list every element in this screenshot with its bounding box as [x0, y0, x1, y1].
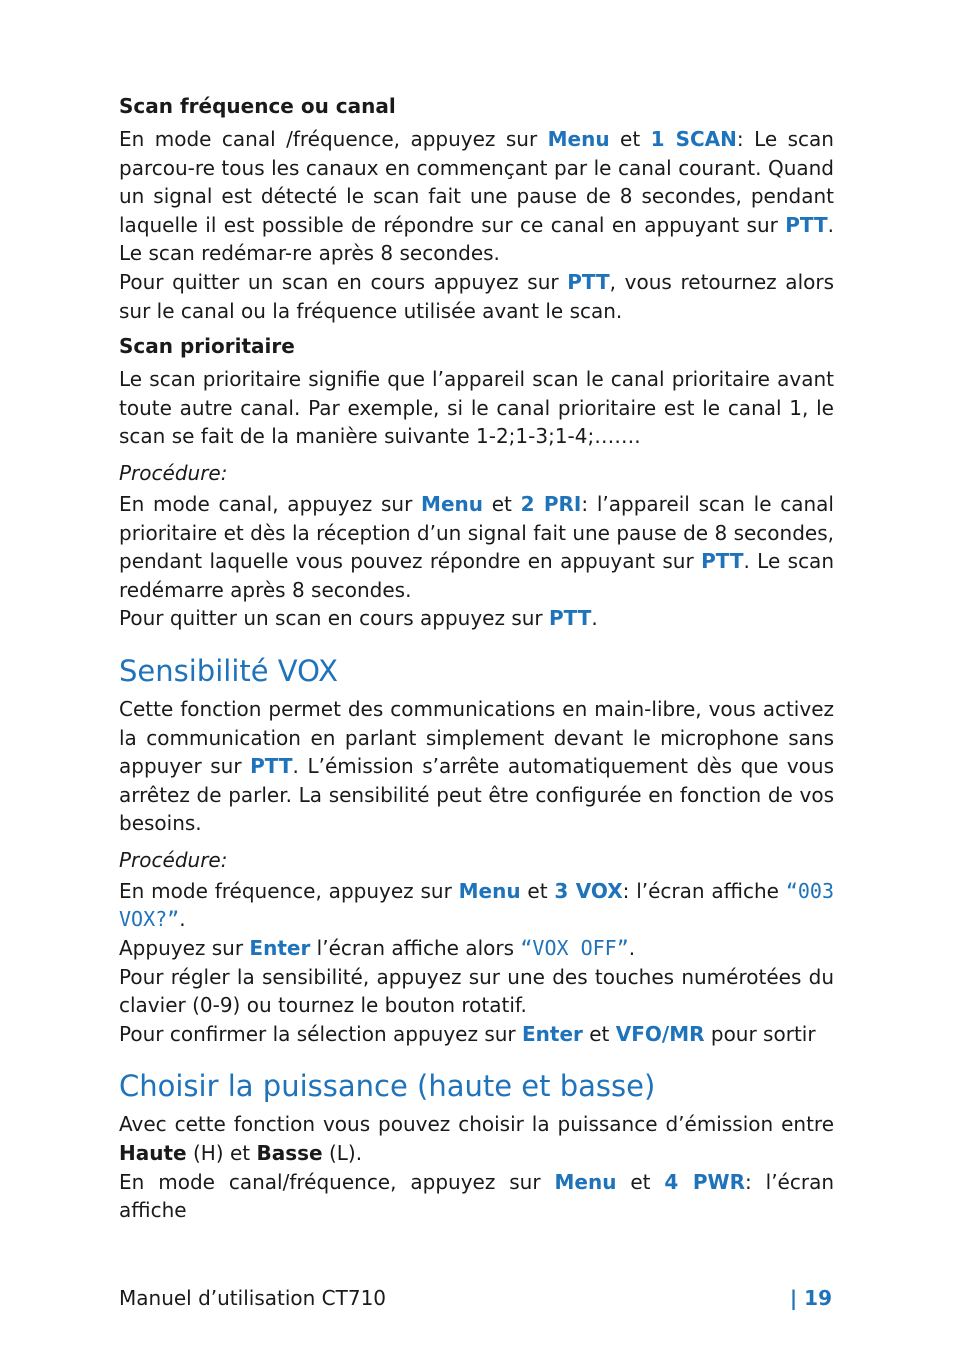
key-vfo-mr: VFO/MR	[615, 1021, 705, 1046]
footer-manual-title: Manuel d’utilisation CT710	[119, 1286, 387, 1310]
key-1-scan: 1 SCAN	[650, 127, 737, 151]
key-2-pri: 2 PRI	[520, 491, 582, 516]
key-ptt: PTT	[549, 606, 592, 631]
lcd-text-003-vox: “003 VOX?”	[119, 878, 834, 932]
key-enter: Enter	[249, 936, 311, 961]
page-content	[119, 92, 834, 1225]
paragraph-puissance-step-1: En mode canal/fréquence, appuyez sur Menu et 4 PWR: l’écran affiche	[119, 1169, 835, 1223]
page-number: | 19	[789, 1286, 832, 1310]
page-footer	[119, 1284, 834, 1312]
key-enter: Enter	[522, 1021, 583, 1046]
paragraph-vox-step-1: En mode fréquence, appuyez sur Menu et 3 VOX: l’écran affiche “003 VOX?”.	[119, 878, 834, 932]
key-menu: Menu	[547, 127, 610, 151]
paragraph-quit-priority-scan: Pour quitter un scan en cours appuyez sur PTT.	[119, 606, 598, 631]
section-heading-scan-frequence: Scan fréquence ou canal	[119, 94, 396, 118]
section-title-puissance: Choisir la puissance (haute et basse)	[119, 1069, 656, 1104]
paragraph-vox-description: Cette fonction permet des communications en main-libre, vous activez la communication en parlant simplement devant le microphone sans appuyer sur PTT. L’émission s’arrête automatiquement dès que vous arrêtez de parler. La sensibilité peut être configurée en fonction de vos besoins.	[119, 696, 834, 836]
paragraph-vox-step-4: Pour confirmer la sélection appuyez sur Enter et VFO/MR pour sortir	[119, 1021, 816, 1046]
lcd-text-vox-off: “VOX OFF”	[520, 936, 629, 961]
paragraph-puissance-description: Avec cette fonction vous pouvez choisir la puissance d’émission entre Haute (H) et Basse (L).	[119, 1112, 834, 1166]
procedure-label: Procédure:	[119, 847, 228, 872]
section-heading-scan-prioritaire: Scan prioritaire	[119, 334, 295, 359]
procedure-label: Procédure:	[119, 460, 228, 485]
paragraph-vox-step-2: Appuyez sur Enter l’écran affiche alors “VOX OFF”.	[119, 936, 636, 961]
key-menu: Menu	[421, 491, 483, 516]
key-menu: Menu	[554, 1169, 617, 1194]
section-title-sensibilite-vox: Sensibilité VOX	[119, 653, 338, 688]
term-basse: Basse	[256, 1141, 323, 1166]
paragraph-scan-prioritaire-procedure: En mode canal, appuyez sur Menu et 2 PRI: l’appareil scan le canal prioritaire et dès la réception d’un signal fait une pause de 8 secondes, pendant laquelle vous pouvez répondre en appuyant sur PTT. Le scan redémarre après 8 secondes.	[119, 491, 834, 602]
key-3-vox: 3 VOX	[554, 878, 623, 903]
paragraph-quit-scan: Pour quitter un scan en cours appuyez sur PTT, vous retournez alors sur le canal ou la fréquence utilisée avant le scan.	[119, 269, 835, 323]
key-ptt: PTT	[567, 269, 610, 294]
key-menu: Menu	[458, 878, 521, 903]
paragraph-scan-prioritaire: Le scan prioritaire signifie que l’appareil scan le canal prioritaire avant toute autre canal. Par exemple, si le canal prioritaire est le canal 1, le scan se fait de la manière suivante 1-2;1-3;1-4;…….	[119, 367, 834, 449]
key-4-pwr: 4 PWR	[664, 1169, 745, 1194]
term-haute: Haute	[119, 1141, 187, 1166]
key-ptt: PTT	[250, 754, 293, 779]
key-ptt: PTT	[701, 549, 744, 574]
key-ptt: PTT	[785, 212, 828, 237]
paragraph-vox-step-3: Pour régler la sensibilité, appuyez sur une des touches numérotées du clavier (0-9) ou tournez le bouton rotatif.	[119, 964, 834, 1018]
paragraph-scan-frequence: En mode canal /fréquence, appuyez sur Menu et 1 SCAN: Le scan parcou-re tous les canaux en commençant par le canal courant. Quand un signal est détecté le scan fait une pause de 8 secondes, pendant laquelle il est possible de répondre sur ce canal en appuyant sur PTT. Le scan redémar-re après 8 secondes.	[119, 127, 834, 266]
